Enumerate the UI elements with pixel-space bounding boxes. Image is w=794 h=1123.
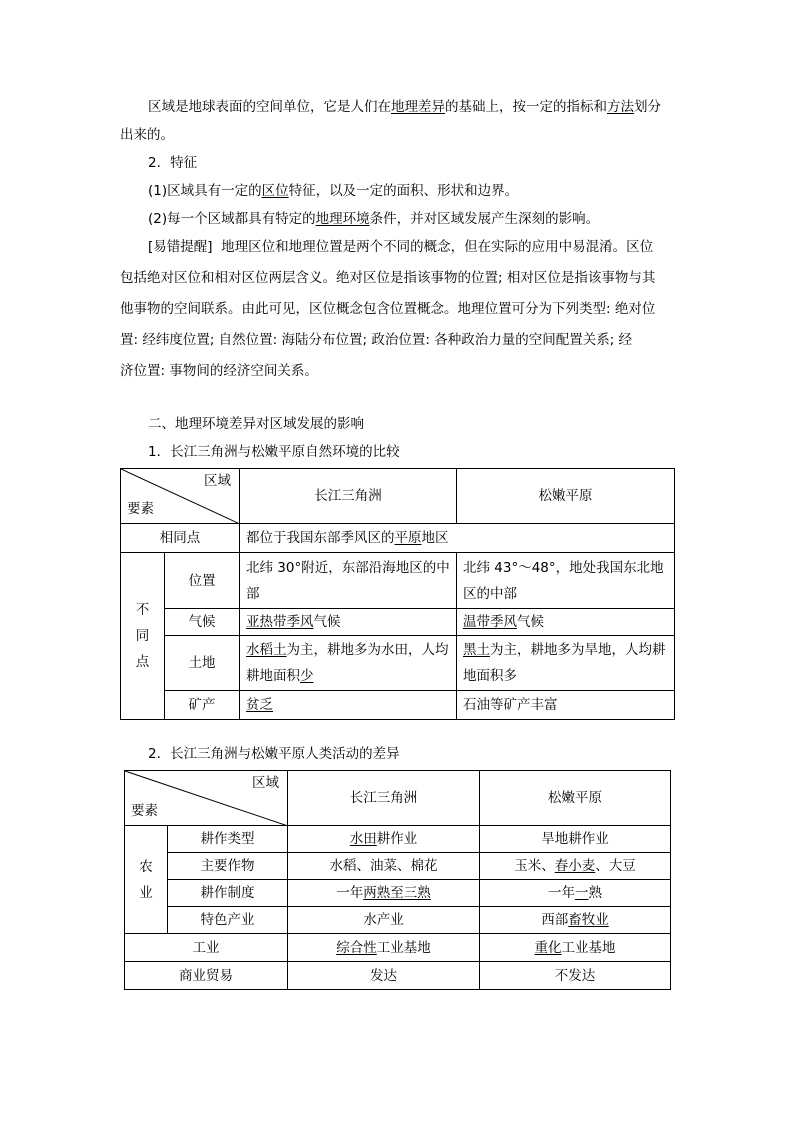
feature-item-1: (1)区域具有一定的区位特征，以及一定的面积、形状和边界。 <box>148 183 519 199</box>
position-songnen: 北纬 43°～48°，地处我国东北地区的中部 <box>457 553 675 609</box>
table2-corner: 区域 要素 <box>125 771 288 826</box>
farming-type-yangtze: 水田耕作业 <box>288 826 480 853</box>
land-label: 土地 <box>165 636 240 691</box>
table1-caption: 1．长江三角洲与松嫩平原自然环境的比较 <box>148 444 400 460</box>
feature-item-2: (2)每一个区域都具有特定的地理环境条件，并对区域发展产生深刻的影响。 <box>148 211 600 227</box>
human-activity-table <box>124 770 671 990</box>
main-crops-yangtze: 水稻、油菜、棉花 <box>288 853 480 880</box>
same-label: 相同点 <box>121 524 240 553</box>
natural-environment-table <box>120 468 675 720</box>
position-label: 位置 <box>165 553 240 609</box>
table1-header-songnen: 松嫩平原 <box>457 469 675 524</box>
mineral-songnen: 石油等矿产丰富 <box>457 691 675 720</box>
farming-type-label: 耕作类型 <box>168 826 288 853</box>
feature-heading: 2．特征 <box>148 155 198 171</box>
cropping-system-songnen: 一年一熟 <box>480 880 671 907</box>
section2-heading: 二、地理环境差异对区域发展的影响 <box>148 416 364 432</box>
table1-corner: 区域 要素 <box>121 469 240 524</box>
commerce-label: 商业贸易 <box>125 962 288 990</box>
tip-line-4: 置: 经纬度位置; 自然位置: 海陆分布位置; 政治位置: 各种政治力量的空间配置关系; 经 <box>120 332 633 348</box>
agriculture-label: 农 业 <box>125 826 168 934</box>
industry-songnen: 重化工业基地 <box>480 934 671 962</box>
table2-header-songnen: 松嫩平原 <box>480 771 671 826</box>
commerce-yangtze: 发达 <box>288 962 480 990</box>
commerce-songnen: 不发达 <box>480 962 671 990</box>
mineral-yangtze: 贫乏 <box>240 691 457 720</box>
cropping-system-label: 耕作制度 <box>168 880 288 907</box>
position-yangtze: 北纬 30°附近，东部沿海地区的中部 <box>240 553 457 609</box>
tip-line-1: [易错提醒] 地理区位和地理位置是两个不同的概念，但在实际的应用中易混淆。区位 <box>148 239 654 255</box>
special-industry-songnen: 西部畜牧业 <box>480 907 671 934</box>
tip-line-3: 他事物的空间联系。由此可见，区位概念包含位置概念。地理位置可分为下列类型: 绝对位 <box>120 301 656 317</box>
special-industry-yangtze: 水产业 <box>288 907 480 934</box>
mineral-label: 矿产 <box>165 691 240 720</box>
industry-label: 工业 <box>125 934 288 962</box>
land-songnen: 黑土为主，耕地多为旱地，人均耕地面积多 <box>457 636 675 691</box>
main-crops-songnen: 玉米、春小麦、大豆 <box>480 853 671 880</box>
special-industry-label: 特色产业 <box>168 907 288 934</box>
same-value: 都位于我国东部季风区的平原地区 <box>240 524 675 553</box>
climate-songnen: 温带季风气候 <box>457 609 675 636</box>
intro-line-2: 出来的。 <box>120 127 174 143</box>
climate-yangtze: 亚热带季风气候 <box>240 609 457 636</box>
tip-line-2: 包括绝对区位和相对区位两层含义。绝对区位是指该事物的位置; 相对区位是指该事物与其 <box>120 270 656 286</box>
intro-line-1: 区域是地球表面的空间单位，它是人们在地理差异的基础上，按一定的指标和方法划分 <box>148 99 661 115</box>
tip-line-5: 济位置: 事物间的经济空间关系。 <box>120 363 318 379</box>
table1-header-yangtze: 长江三角洲 <box>240 469 457 524</box>
diff-label: 不 同 点 <box>121 553 165 720</box>
tip-label: [易错提醒] <box>148 239 213 255</box>
term-geo-difference: 地理差异 <box>391 99 445 115</box>
main-crops-label: 主要作物 <box>168 853 288 880</box>
climate-label: 气候 <box>165 609 240 636</box>
table2-header-yangtze: 长江三角洲 <box>288 771 480 826</box>
term-method: 方法 <box>607 99 634 115</box>
land-yangtze: 水稻土为主，耕地多为水田，人均耕地面积少 <box>240 636 457 691</box>
farming-type-songnen: 旱地耕作业 <box>480 826 671 853</box>
cropping-system-yangtze: 一年两熟至三熟 <box>288 880 480 907</box>
industry-yangtze: 综合性工业基地 <box>288 934 480 962</box>
table2-caption: 2．长江三角洲与松嫩平原人类活动的差异 <box>148 746 400 762</box>
